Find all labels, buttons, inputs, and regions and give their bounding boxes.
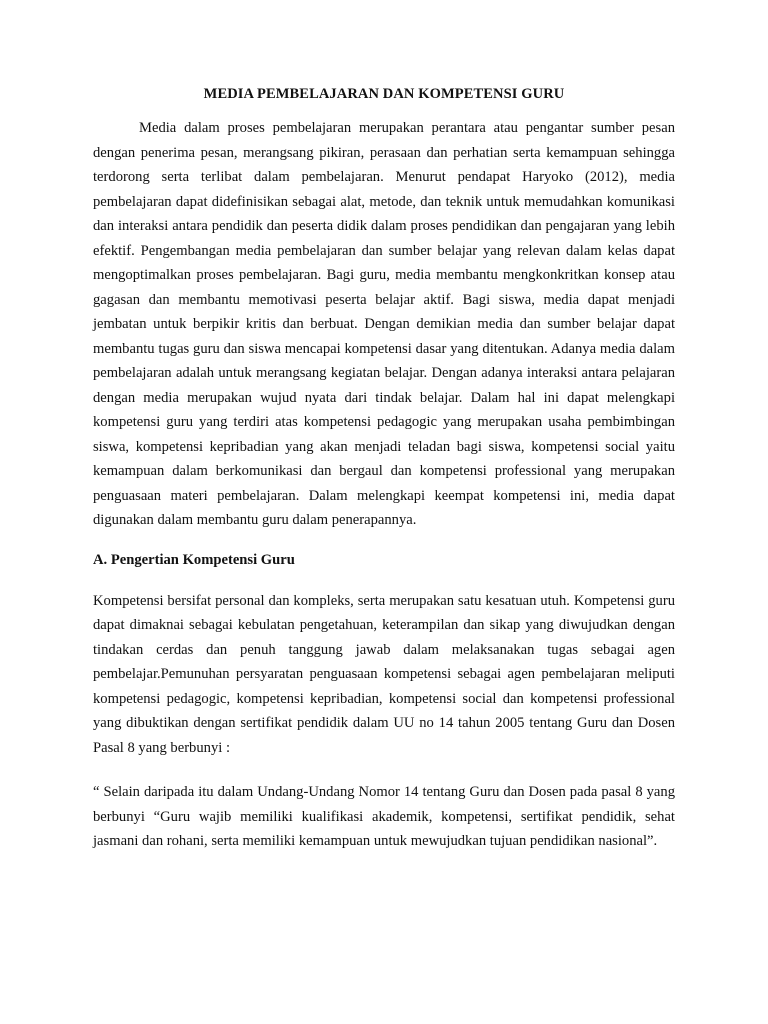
intro-paragraph: Media dalam proses pembelajaran merupakan perantara atau pengantar sumber pesan dengan penerima pesan, merangsang pikiran, perasaan dan perhatian serta kemampuan sehingga terdorong serta terlibat dalam pembelajaran. Menurut pendapat Haryoko (2012), media pembelajaran dapat didefinisikan sebagai alat, metode, dan teknik untuk memudahkan komunikasi dan interaksi antara pendidik dan peserta didik dalam proses pendidikan dan pengajaran yang lebih efektif. Pengembangan media pembelajaran dan sumber belajar yang relevan dalam kelas dapat mengoptimalkan proses pembelajaran. Bagi guru, media membantu mengkonkritkan konsep atau gagasan dan membantu memotivasi peserta belajar aktif. Bagi siswa, media dapat menjadi jembatan untuk berpikir kritis dan berbuat. Dengan demikian media dan sumber belajar dapat membantu tugas guru dan siswa mencapai kompetensi dasar yang ditentukan. Adanya media dalam pembelajaran adalah untuk merangsang kegiatan belajar. Dengan adanya interaksi antara pelajaran dengan media merupakan wujud nyata dari tindak belajar. Dalam hal ini dapat melengkapi kompetensi guru yang terdiri atas kompetensi pedagogic yang merupakan usaha pembimbingan siswa, kompetensi kepribadian yang akan menjadi teladan bagi siswa, kompetensi social yaitu kemampuan dalam berkomunikasi dan bergaul dan kompetensi professional yang merupakan penguasaan materi pembelajaran. Dalam melengkapi keempat kompetensi ini, media dapat digunakan dalam membantu guru dalam penerapannya. — [93, 120, 675, 528]
document-title: MEDIA PEMBELAJARAN DAN KOMPETENSI GURU — [203, 86, 565, 102]
quote-paragraph: “ Selain daripada itu dalam Undang-Undang Nomor 14 tentang Guru dan Dosen pada pasal 8 yang berbunyi “Guru wajib memiliki kualifikasi akademik, kompetensi, sertifikat pendidik, sehat jasmani dan rohani, serta memiliki kemampuan untuk mewujudkan tujuan pendidikan nasional”. — [93, 784, 675, 849]
section-a-heading: A. Pengertian Kompetensi Guru — [93, 551, 295, 568]
section-a-paragraph: Kompetensi bersifat personal dan kompleks, serta merupakan satu kesatuan utuh. Kompetensi guru dapat dimaknai sebagai kebulatan pengetahuan, keterampilan dan sikap yang diwujudkan dengan tindakan cerdas dan penuh tanggung jawab dalam melaksanakan tugas sebagai agen pembelajar.Pemunuhan persyaratan penguasaan kompetensi sebagai agen pembelajaran meliputi kompetensi pedagogic, kompetensi kepribadian, kompetensi social dan kompetensi professional yang dibuktikan dengan sertifikat pendidik dalam UU no 14 tahun 2005 tentang Guru dan Dosen Pasal 8 yang berbunyi : — [93, 592, 675, 756]
